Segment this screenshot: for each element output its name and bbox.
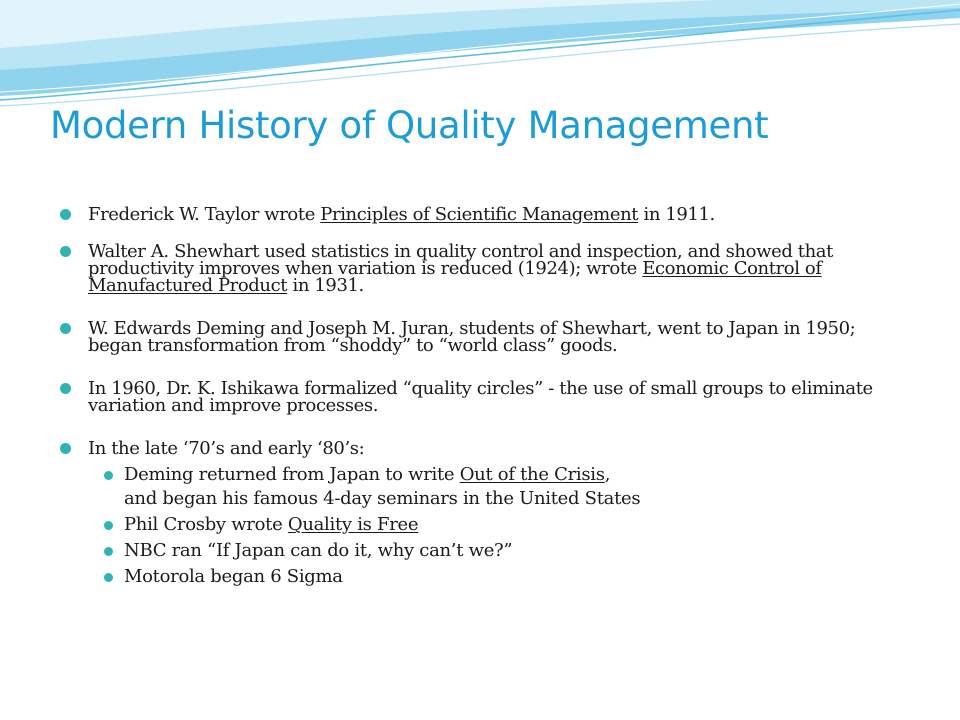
sub-bullet-item bbox=[60, 565, 910, 589]
sub-bullet-dot-icon bbox=[104, 547, 113, 556]
sub-bullet-dot-icon bbox=[104, 471, 113, 480]
bullet-item bbox=[60, 320, 910, 354]
sub-bullet-item bbox=[60, 463, 910, 511]
bullet-text: W. Edwards Deming and Joseph M. Juran, students of Shewhart, went to Japan in 1950; began transformation from “shoddy” to “world class” goods. bbox=[88, 318, 856, 356]
bullet-dot-icon bbox=[60, 209, 71, 220]
bullet-dot-icon bbox=[60, 443, 71, 454]
sub-bullet-item bbox=[60, 539, 910, 563]
sub-bullet-item bbox=[60, 513, 910, 537]
wave-banner bbox=[0, 0, 960, 120]
sub-bullet-text: Phil Crosby wrote bbox=[124, 514, 288, 535]
bullet-item bbox=[60, 440, 910, 457]
sub-bullet-dot-icon bbox=[104, 573, 113, 582]
bullet-text: Walter A. Shewhart used statistics in quality control and inspection, and showed that productivity improves when variation is reduced (1924); wrote bbox=[88, 241, 833, 279]
sub-bullet-text: NBC ran “If Japan can do it, why can’t we?” bbox=[124, 540, 513, 561]
slide-title: Modern History of Quality Management bbox=[50, 104, 769, 147]
bullet-list bbox=[60, 196, 910, 589]
bullet-text: In 1960, Dr. K. Ishikawa formalized “quality circles” - the use of small groups to eliminate variation and improve processes. bbox=[88, 378, 873, 416]
sub-bullet-text: Deming returned from Japan to write bbox=[124, 464, 460, 485]
bullet-text: in 1931. bbox=[287, 275, 364, 296]
bullet-item bbox=[60, 243, 910, 294]
book-title-underlined: Economic Control of Manufactured Product bbox=[88, 258, 822, 296]
sub-bullet-dot-icon bbox=[104, 521, 113, 530]
sub-bullet-text: , bbox=[604, 464, 611, 485]
bullet-text: In the late ‘70’s and early ‘80’s: bbox=[88, 438, 365, 459]
book-title-underlined: Out of the Crisis bbox=[459, 464, 605, 485]
bullet-text: in 1911. bbox=[638, 204, 715, 225]
bullet-dot-icon bbox=[60, 246, 71, 257]
sub-bullet-text-line2: and began his famous 4-day seminars in the United States bbox=[124, 488, 641, 509]
sub-bullet-text: Motorola began 6 Sigma bbox=[124, 566, 343, 587]
bullet-item bbox=[60, 380, 910, 414]
bullet-item bbox=[60, 206, 910, 223]
book-title-underlined: Principles of Scientific Management bbox=[320, 204, 639, 225]
bullet-dot-icon bbox=[60, 323, 71, 334]
bullet-dot-icon bbox=[60, 383, 71, 394]
bullet-text: Frederick W. Taylor wrote bbox=[88, 204, 321, 225]
book-title-underlined: Quality is Free bbox=[287, 514, 419, 535]
